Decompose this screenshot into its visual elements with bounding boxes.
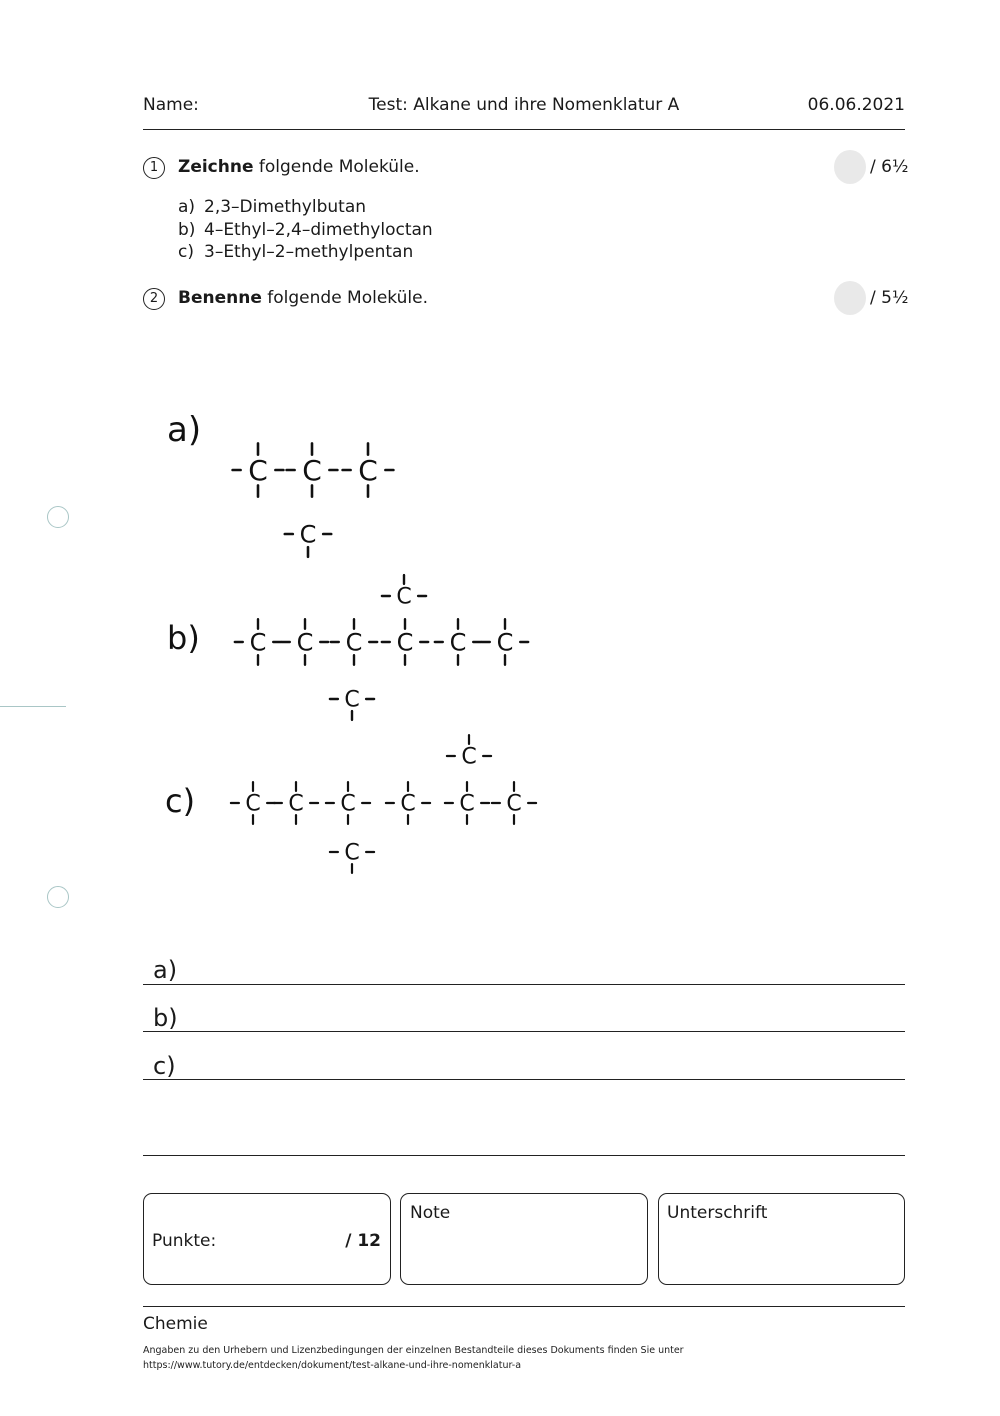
license-text: Angaben zu den Urhebern und Lizenzbedingungen der einzelnen Bestandteile dieses Dokuments finden Sie unter bbox=[143, 1345, 684, 1356]
signature-label: Unterschrift bbox=[667, 1203, 768, 1223]
carbon-atom: C bbox=[396, 628, 414, 657]
points-box[interactable] bbox=[143, 1193, 391, 1285]
carbon-atom: C bbox=[506, 791, 522, 817]
punch-hole-bottom bbox=[47, 886, 69, 908]
carbon-atom: C bbox=[449, 628, 467, 657]
answer-line-c[interactable] bbox=[143, 1079, 905, 1080]
grade-box[interactable] bbox=[400, 1193, 648, 1285]
task2-number-circle: 2 bbox=[143, 288, 165, 310]
task1-item-a: a) 2,3–Dimethylbutan bbox=[178, 197, 367, 217]
carbon-atom: C bbox=[496, 628, 514, 657]
task1-rest: folgende Moleküle. bbox=[253, 157, 420, 177]
task1-item-b: b) 4–Ethyl–2,4–dimethyloctan bbox=[178, 219, 433, 240]
carbon-atom: C bbox=[340, 791, 356, 817]
molecule-c bbox=[165, 735, 536, 873]
carbon-atom: C bbox=[461, 744, 477, 770]
license-url[interactable]: https://www.tutory.de/entdecken/dokument/test-alkane-und-ihre-nomenklatur-a bbox=[143, 1360, 522, 1371]
task1-max-score: / 6½ bbox=[870, 157, 909, 177]
drawing-label-a: a) bbox=[167, 410, 202, 450]
task1-number-circle: 1 bbox=[143, 157, 165, 179]
carbon-atom: C bbox=[358, 453, 378, 487]
answer-label-b: b) bbox=[153, 1004, 178, 1032]
molecule-a bbox=[167, 410, 393, 557]
carbon-atom: C bbox=[288, 791, 304, 817]
points-label: Punkte: bbox=[152, 1231, 217, 1251]
carbon-atom: C bbox=[400, 791, 416, 817]
carbon-atom: C bbox=[302, 453, 322, 487]
carbon-atom: C bbox=[345, 628, 363, 657]
carbon-atom: C bbox=[396, 584, 412, 610]
points-total: / 12 bbox=[345, 1231, 381, 1251]
answer-line-b[interactable] bbox=[143, 1031, 905, 1032]
test-date: 06.06.2021 bbox=[807, 95, 905, 115]
carbon-atom: C bbox=[459, 791, 475, 817]
task1-item-c: c) 3–Ethyl–2–methylpentan bbox=[178, 242, 414, 262]
carbon-atom: C bbox=[249, 628, 267, 657]
answer-label-c: c) bbox=[153, 1052, 176, 1080]
drawing-label-b: b) bbox=[167, 619, 200, 657]
molecule-b bbox=[167, 575, 528, 720]
answer-label-a: a) bbox=[153, 956, 178, 984]
name-label: Name: bbox=[143, 95, 199, 115]
footer-rule bbox=[143, 1306, 905, 1307]
task2-verb: Benenne bbox=[178, 288, 262, 308]
task2-rest: folgende Moleküle. bbox=[261, 288, 428, 308]
task1-verb: Zeichne bbox=[178, 157, 254, 177]
punch-hole-top bbox=[47, 506, 69, 528]
carbon-atom: C bbox=[245, 791, 261, 817]
summary-rule bbox=[143, 1155, 905, 1156]
test-title: Test: Alkane und ihre Nomenklatur A bbox=[368, 95, 680, 115]
answer-line-a[interactable] bbox=[143, 984, 905, 985]
subject-label: Chemie bbox=[143, 1314, 208, 1334]
carbon-atom: C bbox=[344, 840, 360, 866]
carbon-atom: C bbox=[299, 520, 317, 549]
grade-label: Note bbox=[410, 1203, 451, 1223]
fold-mark bbox=[0, 706, 66, 707]
task2-max-score: / 5½ bbox=[870, 288, 909, 308]
signature-box[interactable] bbox=[658, 1193, 905, 1285]
drawing-label-c: c) bbox=[165, 782, 196, 820]
carbon-atom: C bbox=[296, 628, 314, 657]
carbon-atom: C bbox=[248, 453, 268, 487]
carbon-atom: C bbox=[344, 687, 360, 713]
